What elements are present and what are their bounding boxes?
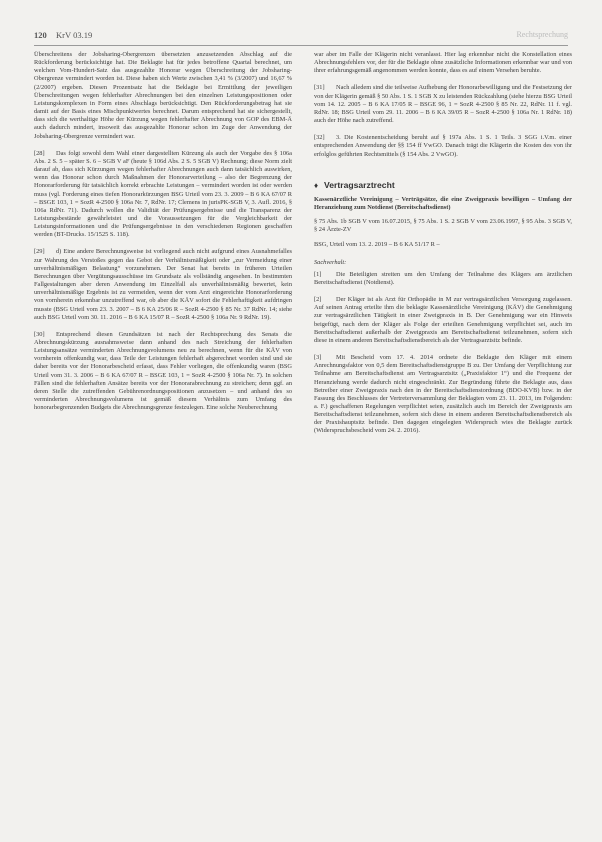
header-section-label: Rechtsprechung — [516, 30, 568, 39]
paragraph: [32] 3. Die Kostenentscheidung beruht auf § 197a Abs. 1 S. 1 Teils. 3 SGG i.V.m. einer entsprechenden Anwendung der §§ 154 ff VwGO. Danach trägt die Klägerin die Kosten des von ihr erfolglos geführten Rechtsmittels (§ 154 Abs. 2 VwGO). — [314, 134, 572, 158]
margin-number: [1] — [314, 270, 322, 278]
paragraph: [28] Das folgt sowohl dem Wahl einer dargestellten Kürzung als auch der Vorgabe des § 106a Abs. 2 S. 5 – später S. 6 – SGB V aF (heute § 106d Abs. 2 S. 5 SGB V) Rechnung; diese Norm zielt darauf ab, dass sich Kürzungen wegen fehlerhafter Abrechnungen auch dann tatsächlich auswirken, wenn das Honorar schon durch Maßnahmen der Honorarverteilung – also der Begrenzung der Honorarforderung für tatsächlich korrekt erbrachte Leistungen – vermindert worden ist oder werden muss (vgl. Forderung eines tiefen Honorarkürzungen BSG Urteil vom 23. 3. 2009 – B 6 KA 67/07 R – BSGE 103, 1 = SozR 4-2500 § 106a Nr. 7, RdNr. 17; Clemens in jurisPK-SGB V, 3. Aufl. 2016, § 106a RdNr. 71). Dadurch wollen die Validität der Prüfungsergebnisse und die Transparenz der Leistungsbestände gewährleistet und die Voraussetzungen für die Vergleichbarkeit der Leistungsinformationen und die Prüfungsergebnisse in den verschiedenen Regionen geschaffen werden (BT-Drucks. 15/1525 S. 118). — [34, 149, 292, 239]
paragraph: [2] Der Kläger ist als Arzt für Orthopädie in M zur vertragsärztlichen Versorgung zugelassen. Auf seinen Antrag erteilte ihm die beklagte Kassenärztliche Vereinigung (KÄV) die Genehmigung zur vertragsärztlichen Tätigkeit in einer Zweigpraxis in B. Der Genehmigung war ein Hinweis beigefügt, nach dem der Kläger als Folge der erteilten Genehmigung verpflichtet sei, auch im Bereitschaftsdienst außerhalb der Zweigpraxis am Bereitschaftsdienst teilzunehmen, sofern sich diese in einem anderen Bereitschaftsdienstbereich als der Vertragsarztsitz befinde. — [314, 296, 572, 344]
statute-citation: § 75 Abs. 1b SGB V vom 16.07.2015, § 75 Abs. 1 S. 2 SGB V vom 23.06.1997, § 95 Abs. 3 SGB V, § 24 Ärzte-ZV — [314, 218, 572, 234]
right-column — [314, 51, 572, 442]
margin-number: [29] — [34, 248, 45, 256]
header-rule — [34, 45, 568, 46]
running-header — [34, 30, 568, 44]
margin-number: [30] — [34, 330, 45, 338]
paragraph: [1] Die Beteiligten streiten um den Umfang der Teilnahme des Klägers am ärztlichen Bereitschaftsdienst (Notdienst). — [314, 270, 572, 286]
facts-heading: Sachverhalt: — [314, 258, 347, 266]
section-heading: ♦ Vertragsarztrecht — [314, 179, 395, 190]
margin-number: [28] — [34, 149, 45, 157]
paragraph: [29] d) Eine andere Berechnungsweise ist vorliegend auch nicht aufgrund eines Ausnahmefalles zur Wahrung des Verstoßes gegen das Gebot der Verhältnismäßigkeit oder „zur Vermeidung einer unverhältnismäßigen Belastung“ vorzunehmen. Der Senat hat bereits in früheren Urteilen Berechnungen über Vergütungsausschüsse im Grundsatz als vollständig angesehen. In bestimmten Fallgestaltungen aber deren Anwendung im Einzelfall als unverhältnismäßig bewertet, kein unverhältnismäßige Ergebnis ist zu vermeiden, wenn der vom Arzt eingereichte Honorarforderung von vornherein erkennbar unzutreffend war, ob aber die KÄV sofort die Fehlerhaftigkeit aufdringen musste (BSG Urteil vom 23. 3. 2007 – B 6 KA 25/06 R – SozR 4-2500 § 85 Nr. 37 RdNr. 14; siehe auch BSG Urteil vom 30. 11. 2016 – B 6 KA 15/07 R – SozR 4-2500 § 106a Nr. 9 RdNr. 19). — [34, 248, 292, 321]
margin-number: [2] — [314, 296, 322, 304]
paragraph: Überschreitens der Jobsharing-Obergrenzen übersetzten anzusetzenden Abschlag auf die Rückforderung berücksichtige hat. Die Beklagte hat für jedes betroffene Quartal berechnet, um welchen Vom-Hundert-Satz das ausgezahlte Honorar wegen Überschreitung der Jobsharing-Obergrenze vermindert worden ist. Diese haben sich Werte zwischen 3,41 % (3/2007) und 16,67 % (2/2007) ergeben. Diesen Prozentsatz hat die Beklagte bei Ermittlung der jeweiligen Überschreitungen wegen fehlerhafter Abrechnungen bei den einzelnen Leistungspositionen oder Leistungskomplexen in Form eines Abschlags berücksichtigt. Den Rückforderungsbetrag hat sie damit auf der Basis eines Mischpunktwertes berechnet. Darum entsprechend hat sie sichergestellt, dass sich die werthaltige Höhe der Kürzung wegen fehlerhafter Abrechnung von GOP des EBM-Ä auch dadurch mindert, insoweit das ausgezahlte Honorar schon im Zuge der Anwendung der Jobsharing-Obergrenze vermindert war. — [34, 51, 292, 140]
paragraph: [3] Mit Bescheid vom 17. 4. 2014 ordnete die Beklagte den Kläger mit einem Anrechnungsfaktor von 0,5 dem Bereitschaftsdienstgruppe B zu. Der Umfang der Verpflichtung zur Teilnahme am Bereitschaftsdienst am Vertragsarztsitz („Praxisfaktor 1“) und die Frequenz der Heranziehung werde dadurch nicht eingeschränkt. Zur Begründung führte die Beklagte aus, dass Betreiber einer Zweigpraxis nach den in der Bereitschaftsdienstordnung (BDO-KVB) bzw. in der Fassung des Beschlusses der Vertreterversammlung der Beklagten vom 23. 11. 2013, im Folgenden: a. F.) geschaffenen Regelungen verpflichtet seien, zusätzlich auch im Bereich der Zweigpraxis am Bereitschaftsdienst teilzunehmen, sofern sich diese in einem anderen Bereitschaftsdienstbereich als der Praxishauptsitz befinde. Den dagegen eingelegten Widerspruch wies die Beklagte zurück (Widerspruchsbescheid vom 24. 2. 2016). — [314, 354, 572, 435]
paragraph: [30] Entsprechend diesen Grundsätzen ist nach der Rechtsprechung des Senats die Abrechnungskürzung ausnahmsweise dann anhand des nach Streichung der fehlerhaften Leistungsansätze verminderten Abrechnungsvolumens neu zu berechnen, wenn für die KÄV von vornherein offenkundig war, dass Teile der Leistungen fehlerhaft abgerechnet worden sind und sie daher bereits vor der Honorarbescheid erfasst, dass Fehler vorliegen, die offenkundig waren (BSG Urteil vom 31. 3. 2006 – B 6 KA 67/07 R – BSGE 103, 1 = SozR 4-2500 § 106a Nr. 7). In solchen Fällen sind die fehlerhaften Ansätze bereits vor der Honorarabrechnung zu streichen; denn ggf. an deren Stelle die zutreffenden Gebührenordnungspositionen anzusetzen – und anhand des so verminderten Abrechnungsvolumens ist gemäß diesem Verhältnis zum Umfang des honorarbegrenzenden Budgets die Abrechnungsgrenze festzulegen. Eine solche Neuberechnung — [34, 330, 292, 412]
left-column — [34, 51, 292, 418]
diamond-icon: ♦ — [314, 180, 319, 190]
page-number: 120 — [34, 30, 47, 40]
court-reference: BSG, Urteil vom 13. 2. 2019 – B 6 KA 51/17 R – — [314, 240, 440, 248]
margin-number: [3] — [314, 354, 322, 362]
journal-issue: KrV 03.19 — [56, 30, 93, 40]
case-headnote: Kassenärztliche Vereinigung – Verträgsätze, die eine Zweigpraxis bewilligen – Umfang der Heranziehung zum Notdienst (Bereitschaftsdienst) — [314, 195, 572, 212]
margin-number: [31] — [314, 84, 325, 92]
margin-number: [32] — [314, 134, 325, 142]
paragraph: [31] Nach alledem sind die teilweise Aufhebung der Honorarbewilligung und die Festsetzung der von der Klägerin gemäß § 50 Abs. 1 S. 1 SGB X zu leistenden Rückzahlung (siehe hierzu BSG Urteil vom 14. 12. 2005 – B 6 KA 17/05 R – BSGE 96, 1 = SozR 4-2500 § 85 Nr. 22, RdNr. 11 f. vgl. RdNr. 18; BSG Urteil vom 29. 11. 2006 – B 6 KA 39/05 R – SozR 4-2500 § 106a Nr. 1 RdNr. 18) auch der Höhe nach zutreffend. — [314, 84, 572, 125]
paragraph: war aber im Falle der Klägerin nicht veranlasst. Hier lag erkennbar nicht die Konstellation eines Abrechnungsfehlers vor, der für die Beklagte ohne zusätzliche Informationen erkennbar war und von ihrer erfahrungsgemäß angenommen werden konnte, dass es auf einem Versehen beruhte. — [314, 51, 572, 75]
